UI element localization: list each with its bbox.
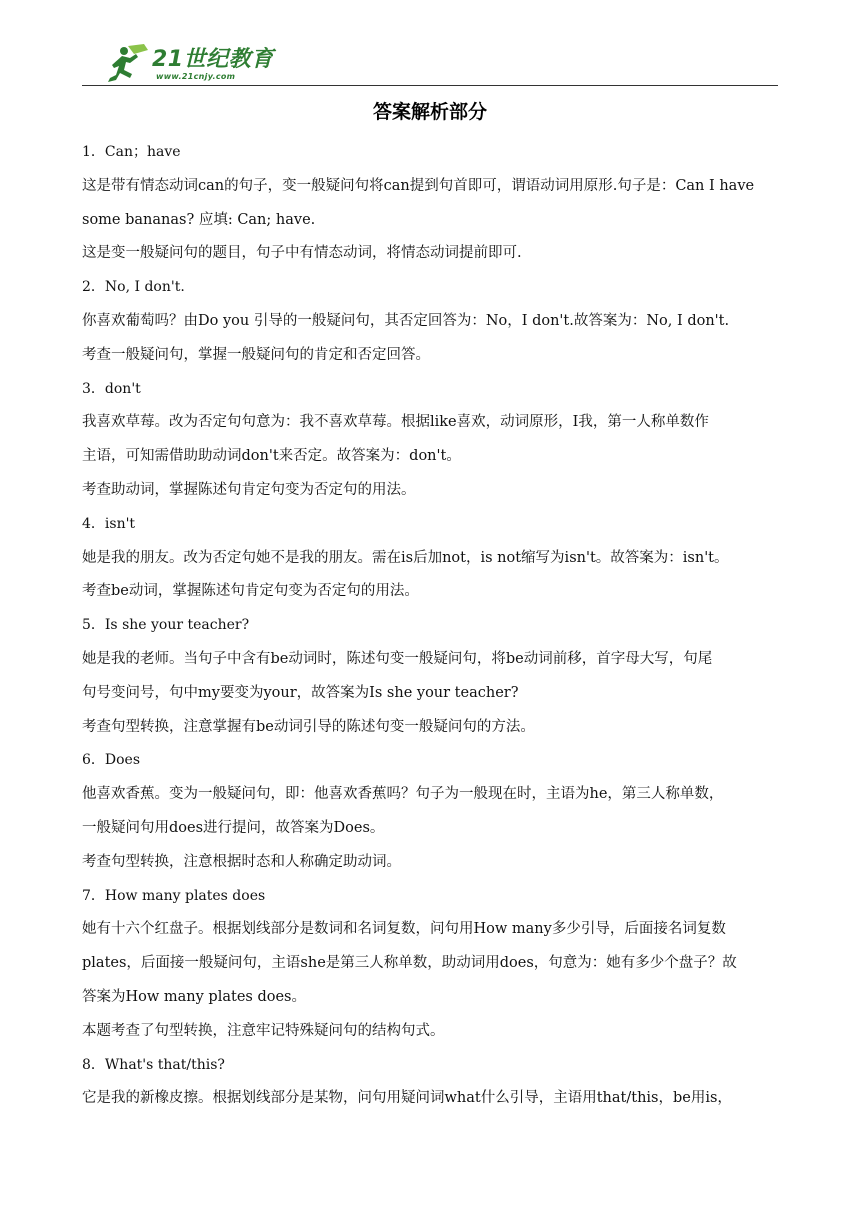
page-header bbox=[82, 40, 778, 86]
explanation-line: 这是变一般疑问句的题目，句子中有情态动词，将情态动词提前即可. bbox=[82, 245, 522, 262]
logo-text: 21世纪教育 bbox=[152, 46, 274, 72]
explanation-line: 主语，可知需借助助动词don't来否定。故答案为：don't。 bbox=[82, 448, 461, 465]
explanation-line: 她是我的老师。当句子中含有be动词时，陈述句变一般疑问句，将be动词前移，首字母大写，句尾 bbox=[82, 650, 713, 667]
explanation-line: 我喜欢草莓。改为否定句句意为：我不喜欢草莓。根据like喜欢，动词原形，I我，第一人称单数作 bbox=[82, 414, 709, 431]
explanation-line: plates，后面接一般疑问句，主语she是第三人称单数，助动词用does，句意为：她有多少个盘子？故 bbox=[82, 955, 737, 972]
explanation-line: 考查助动词，掌握陈述句肯定句变为否定句的用法。 bbox=[82, 481, 416, 498]
explanation-line: 她是我的朋友。改为否定句她不是我的朋友。需在is后加not，is not缩写为isn't。故答案为：isn't。 bbox=[82, 549, 729, 566]
answer-line: 3．don't bbox=[82, 380, 141, 397]
explanation-line: 句号变问号，句中my要变为your，故答案为Is she your teacher? bbox=[82, 684, 519, 701]
answer-line: 4．isn't bbox=[82, 515, 136, 532]
explanation-line: 考查句型转换，注意掌握有be动词引导的陈述句变一般疑问句的方法。 bbox=[82, 718, 535, 735]
explanation-line: 你喜欢葡萄吗？由Do you 引导的一般疑问句，其否定回答为：No，I don't.故答案为：No, I don't. bbox=[82, 312, 730, 329]
explanation-line: 他喜欢香蕉。变为一般疑问句，即：他喜欢香蕉吗？句子为一般现在时，主语为he，第三人称单数， bbox=[82, 786, 724, 803]
answer-line: 5．Is she your teacher? bbox=[82, 617, 250, 634]
explanation-line: 考查句型转换，注意根据时态和人称确定助动词。 bbox=[82, 853, 401, 870]
explanation-line: some bananas? 应填: Can; have. bbox=[82, 211, 316, 228]
page-title: 答案解析部分 bbox=[372, 101, 487, 123]
header-divider bbox=[82, 85, 778, 86]
explanation-line: 考查be动词，掌握陈述句肯定句变为否定句的用法。 bbox=[82, 583, 419, 600]
answer-line: 6．Does bbox=[82, 752, 141, 769]
explanation-line: 本题考查了句型转换，注意牢记特殊疑问句的结构句式。 bbox=[82, 1022, 445, 1039]
answer-line: 7．How many plates does bbox=[82, 887, 266, 904]
explanation-line: 它是我的新橡皮擦。根据划线部分是某物，问句用疑问词what什么引导，主语用that/this，be用is， bbox=[82, 1090, 732, 1107]
runner-logo-icon bbox=[104, 42, 150, 86]
answer-content bbox=[82, 136, 778, 1116]
explanation-line: 考查一般疑问句，掌握一般疑问句的肯定和否定回答。 bbox=[82, 346, 430, 363]
explanation-line: 她有十六个红盘子。根据划线部分是数词和名词复数，问句用How many多少引导，后面接名词复数 bbox=[82, 921, 726, 938]
explanation-line: 答案为How many plates does。 bbox=[82, 988, 306, 1005]
answer-line: 1．Can；have bbox=[82, 144, 181, 160]
explanation-line: 一般疑问句用does进行提问，故答案为Does。 bbox=[82, 819, 385, 836]
answer-line: 2．No, I don't. bbox=[82, 279, 185, 296]
logo-url: www.21cnjy.com bbox=[156, 71, 236, 81]
explanation-line: 这是带有情态动词can的句子，变一般疑问句将can提到句首即可，谓语动词用原形.句子是：Can I have bbox=[82, 177, 755, 194]
logo bbox=[104, 42, 274, 86]
answer-line: 8．What's that/this? bbox=[82, 1056, 225, 1073]
